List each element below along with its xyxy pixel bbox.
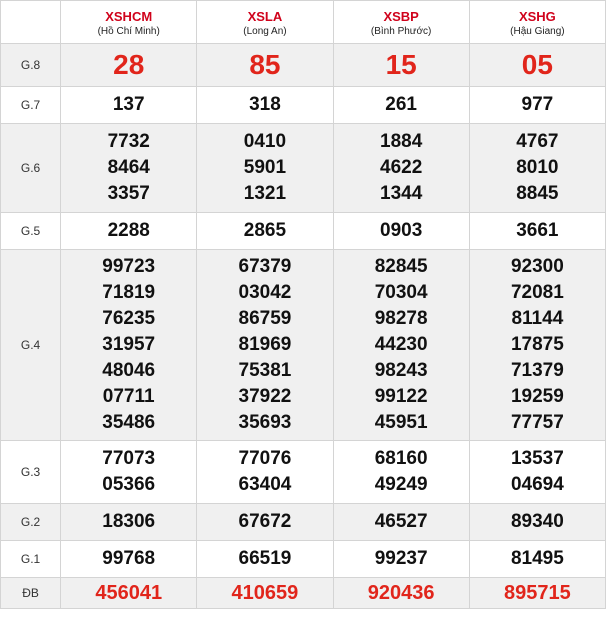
result-number: 68160 <box>374 448 428 469</box>
result-number: 89340 <box>510 511 564 532</box>
province-name: (Hậu Giang) <box>510 25 565 37</box>
province-name: (Long An) <box>243 25 287 37</box>
result-number: 99723 <box>102 256 156 277</box>
prize-row-g3 <box>1 441 606 504</box>
province-name: (Bình Phước) <box>370 25 432 37</box>
result-number: 82845 <box>374 256 428 277</box>
result-number: 137 <box>112 94 145 115</box>
prize-label: G.8 <box>1 44 61 87</box>
result-number: 81144 <box>511 308 564 329</box>
result-number: 8010 <box>516 157 559 178</box>
result-number: 13537 <box>510 448 564 469</box>
header-corner <box>1 1 61 44</box>
result-number: 77076 <box>238 448 292 469</box>
result-cell <box>469 213 605 250</box>
result-number: 86759 <box>238 308 292 329</box>
result-number: 66519 <box>238 548 292 569</box>
result-number: 03042 <box>238 282 292 303</box>
result-number: 261 <box>385 94 417 115</box>
result-number: 2865 <box>243 220 287 241</box>
province-header-bp[interactable] <box>333 1 469 44</box>
result-number: 98243 <box>374 360 428 381</box>
result-number: 3357 <box>107 183 150 204</box>
result-number: 48046 <box>102 360 156 381</box>
prize-row-g2 <box>1 504 606 541</box>
result-number: 71819 <box>102 282 156 303</box>
result-number: 04694 <box>510 474 564 495</box>
result-number: 99122 <box>374 386 428 407</box>
result-cell <box>469 87 605 124</box>
result-cell <box>197 441 333 504</box>
prize-label: G.2 <box>1 504 61 541</box>
prize-label: G.1 <box>1 541 61 578</box>
header-row <box>1 1 606 44</box>
result-number: 31957 <box>102 334 156 355</box>
result-cell <box>197 504 333 541</box>
result-number: 45951 <box>374 412 428 433</box>
result-number: 410659 <box>231 582 299 604</box>
result-cell <box>197 87 333 124</box>
result-number: 318 <box>249 94 281 115</box>
result-number: 67672 <box>238 511 292 532</box>
result-number: 67379 <box>238 256 292 277</box>
result-cell <box>333 44 469 87</box>
result-cell <box>333 578 469 609</box>
result-number: 3661 <box>516 220 559 241</box>
province-code[interactable]: XSBP <box>383 8 419 24</box>
result-number: 19259 <box>510 386 564 407</box>
result-cell <box>333 213 469 250</box>
prize-label: G.3 <box>1 441 61 504</box>
result-cell <box>197 213 333 250</box>
result-number: 1321 <box>243 183 287 204</box>
result-number: 07711 <box>102 386 155 407</box>
prize-label: G.6 <box>1 124 61 213</box>
result-cell <box>469 541 605 578</box>
result-number: 05 <box>521 49 553 80</box>
result-number: 35693 <box>238 412 292 433</box>
province-code[interactable]: XSLA <box>247 8 283 24</box>
result-number: 977 <box>521 94 554 115</box>
result-number: 5901 <box>243 157 287 178</box>
result-cell <box>333 504 469 541</box>
prize-row-g6 <box>1 124 606 213</box>
result-number: 70304 <box>374 282 428 303</box>
result-number: 46527 <box>374 511 428 532</box>
result-cell <box>469 250 605 441</box>
result-number: 81969 <box>238 334 292 355</box>
result-number: 44230 <box>374 334 428 355</box>
result-number: 63404 <box>238 474 292 495</box>
result-cell <box>333 250 469 441</box>
result-number: 72081 <box>510 282 564 303</box>
result-number: 895715 <box>504 582 571 604</box>
result-cell <box>197 578 333 609</box>
result-cell <box>197 250 333 441</box>
result-cell <box>469 578 605 609</box>
result-number: 920436 <box>367 582 435 604</box>
result-number: 75381 <box>238 360 292 381</box>
prize-row-g7 <box>1 87 606 124</box>
result-number: 99237 <box>374 548 428 569</box>
result-cell <box>469 504 605 541</box>
result-number: 71379 <box>510 360 564 381</box>
prize-label: ĐB <box>1 578 61 609</box>
prize-row-db <box>1 578 606 609</box>
result-cell <box>197 124 333 213</box>
result-number: 35486 <box>102 412 156 433</box>
result-number: 77757 <box>510 412 564 433</box>
prize-row-g1 <box>1 541 606 578</box>
result-cell <box>469 44 605 87</box>
prize-row-g8 <box>1 44 606 87</box>
result-number: 18306 <box>102 511 156 532</box>
result-number: 2288 <box>107 220 150 241</box>
result-cell <box>61 578 197 609</box>
result-number: 1884 <box>380 131 423 152</box>
result-number: 05366 <box>102 474 156 495</box>
result-number: 7732 <box>107 131 150 152</box>
province-header-hcm[interactable] <box>61 1 197 44</box>
result-cell <box>197 44 333 87</box>
result-cell <box>333 441 469 504</box>
result-number: 0410 <box>243 131 287 152</box>
result-number: 28 <box>113 49 145 80</box>
result-cell <box>197 541 333 578</box>
result-number: 8845 <box>516 183 559 204</box>
result-cell <box>61 124 197 213</box>
prize-label: G.4 <box>1 250 61 441</box>
result-number: 76235 <box>102 308 156 329</box>
result-number: 17875 <box>510 334 564 355</box>
result-number: 49249 <box>374 474 428 495</box>
result-cell <box>61 504 197 541</box>
result-cell <box>61 213 197 250</box>
result-number: 37922 <box>238 386 292 407</box>
result-number: 77073 <box>102 448 156 469</box>
result-number: 92300 <box>510 256 564 277</box>
result-number: 81495 <box>510 548 564 569</box>
province-name: (Hồ Chí Minh) <box>97 25 160 37</box>
result-number: 98278 <box>374 308 428 329</box>
result-number: 15 <box>385 49 417 80</box>
result-number: 1344 <box>380 183 423 204</box>
result-cell <box>333 87 469 124</box>
prize-row-g5 <box>1 213 606 250</box>
result-cell <box>61 541 197 578</box>
result-cell <box>469 124 605 213</box>
result-number: 4622 <box>380 157 423 178</box>
result-number: 99768 <box>102 548 156 569</box>
prize-label: G.5 <box>1 213 61 250</box>
result-number: 85 <box>249 49 281 80</box>
result-number: 456041 <box>95 582 163 604</box>
result-number: 8464 <box>107 157 150 178</box>
province-header-hg[interactable] <box>469 1 605 44</box>
province-code[interactable]: XSHG <box>518 8 556 24</box>
result-number: 4767 <box>516 131 559 152</box>
result-cell <box>333 124 469 213</box>
result-cell <box>61 44 197 87</box>
result-number: 0903 <box>380 220 423 241</box>
result-cell <box>333 541 469 578</box>
result-cell <box>469 441 605 504</box>
prize-row-g4 <box>1 250 606 441</box>
result-cell <box>61 441 197 504</box>
prize-label: G.7 <box>1 87 61 124</box>
result-cell <box>61 87 197 124</box>
province-header-la[interactable] <box>197 1 333 44</box>
result-cell <box>61 250 197 441</box>
province-code[interactable]: XSHCM <box>105 8 153 24</box>
